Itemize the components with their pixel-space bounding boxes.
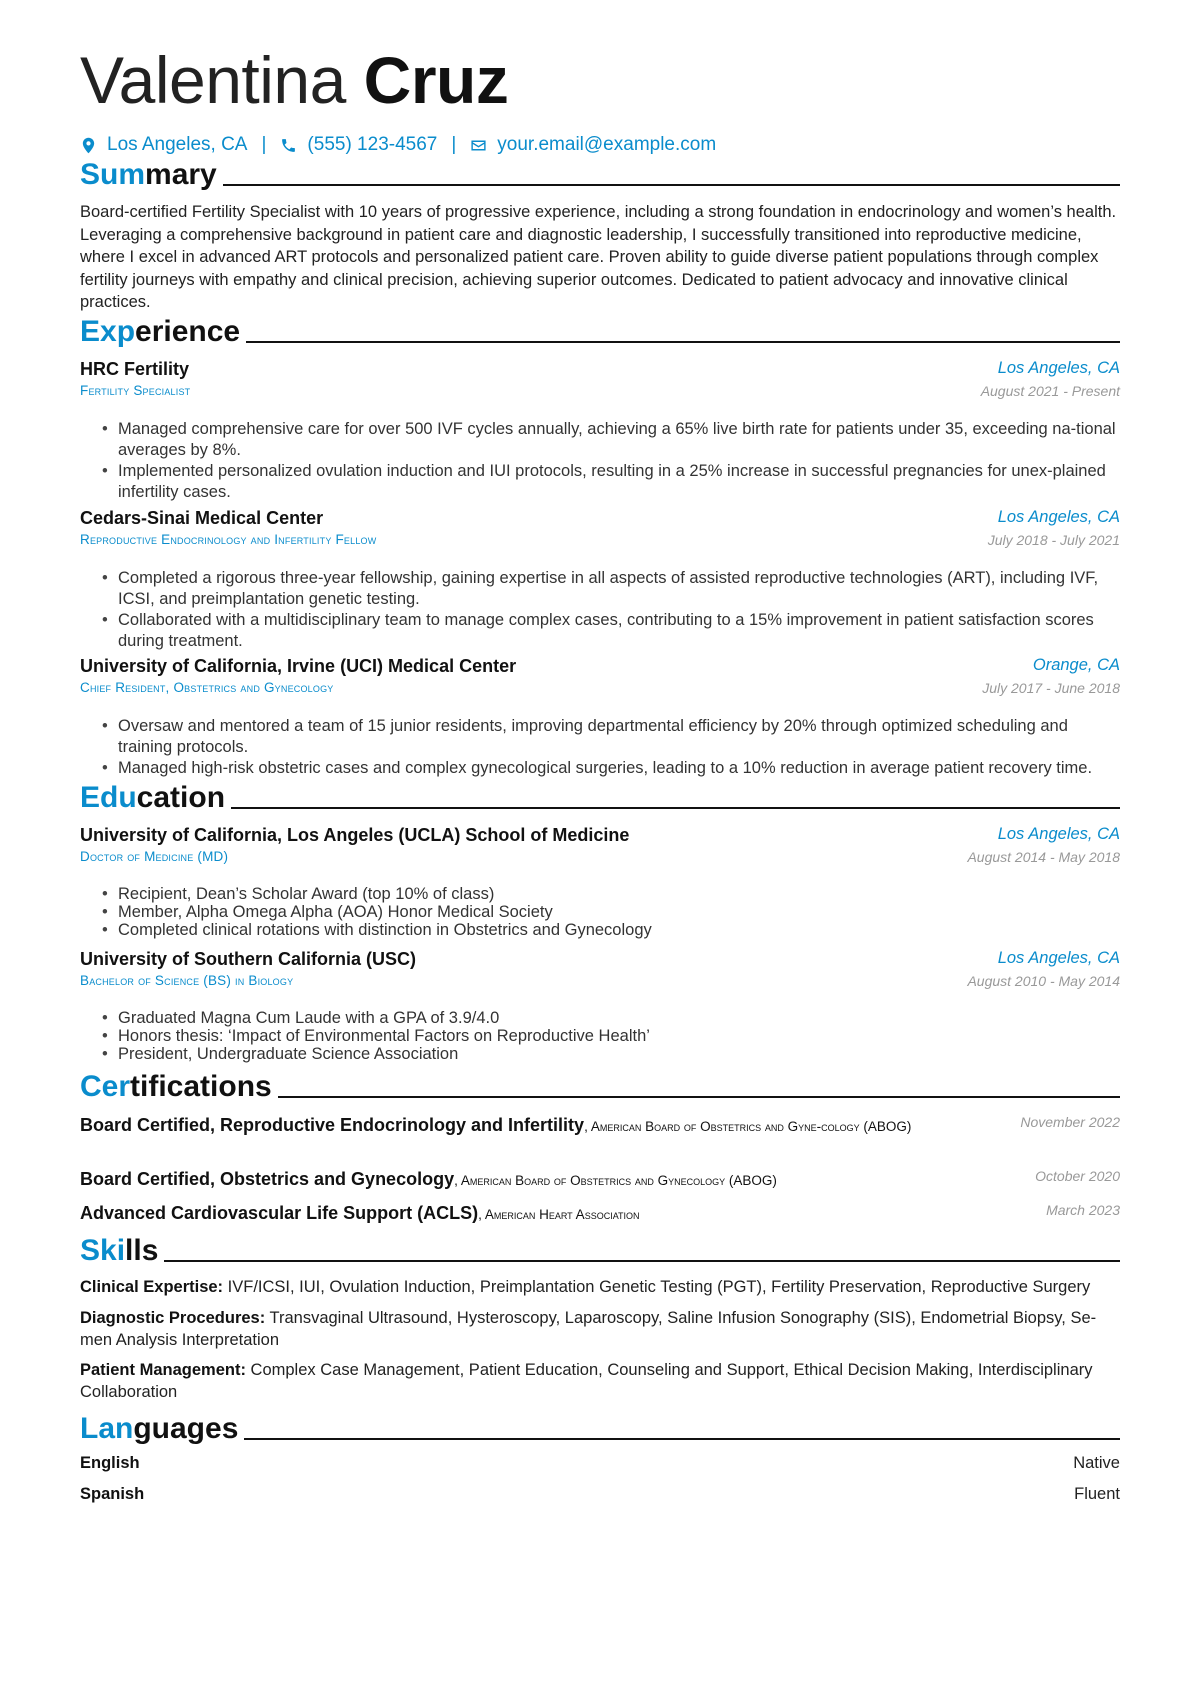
certification-date: March 2023 [1046,1202,1120,1218]
bullet-list [102,419,1120,503]
phone-text[interactable]: (555) 123-4567 [307,134,438,155]
bullet-list [102,568,1120,652]
skill-values: IVF/ICSI, IUI, Ovulation Induction, Preimplantation Genetic Testing (PGT), Fertility Preservation, Reproductive Surgery [223,1278,1091,1296]
envelope-icon [470,137,487,154]
list-item: • Graduated Magna Cum Laude with a GPA of 3.9/4.0 [102,1009,1120,1027]
list-item: • Oversaw and mentored a team of 15 junior residents, improving departmental efficiency by 20% through optimized scheduling and training protocols. [102,716,1120,758]
list-item: • Honors thesis: ‘Impact of Environmental Factors on Reproductive Health’ [102,1027,1120,1045]
list-item: • Completed a rigorous three-year fellowship, gaining expertise in all aspects of assisted reproductive technologies (ART), including IVF, ICSI, and preimplantation genetic testing. [102,568,1120,610]
location-text: Los Angeles, CA [107,134,248,155]
contact-separator: | [261,134,267,155]
school-name: University of Southern California (USC) [80,949,417,969]
phone-icon [280,137,297,154]
job-title: Fertility Specialist [80,383,191,398]
entry-dates: July 2018 - July 2021 [987,532,1120,548]
section-title-experience: Experience [80,314,1120,350]
list-item: • President, Undergraduate Science Association [102,1045,1120,1063]
job-title: Chief Resident, Obstetrics and Gynecology [80,680,334,695]
certification-name: Advanced Cardiovascular Life Support (ACLS) [80,1203,479,1223]
section-rule [278,1096,1120,1098]
section-title-summary: Summary [80,157,1120,193]
contact-line [80,134,716,156]
entry-dates: July 2017 - June 2018 [982,680,1120,696]
language-name: English [80,1454,140,1472]
degree-title: Doctor of Medicine (MD) [80,849,229,864]
entry-dates: August 2014 - May 2018 [967,849,1120,865]
language-level: Fluent [1074,1485,1120,1503]
employer-name: University of California, Irvine (UCI) Medical Center [80,656,517,676]
certification-date: October 2020 [1035,1168,1120,1184]
certification-item [80,1202,1120,1226]
section-title-skills: Skills [80,1233,1120,1269]
section-rule [246,341,1120,343]
certification-name: Board Certified, Obstetrics and Gynecology [80,1169,455,1189]
entry-location: Los Angeles, CA [997,825,1120,843]
school-name: University of California, Los Angeles (UCLA) School of Medicine [80,825,630,845]
certification-item [80,1114,1120,1138]
certification-issuer: , American Board of Obstetrics and Gyne-cology (ABOG) [584,1119,912,1134]
entry-location: Los Angeles, CA [997,508,1120,526]
section-rule [244,1438,1120,1440]
summary-text: Board-certified Fertility Specialist with 10 years of progressive experience, including a strong foundation in endocrinology and women’s health. Leveraging a comprehensive background in patient care and diagnostic leadership, I successfully transitioned into reproductive medicine, where I excel in advanced ART protocols and personalized patient care. Proven ability to guide diverse patient populations through complex fertility journeys with empathy and clinical precision, achieving superior outcomes. Dedicated to patient advocacy and innovative clinical practices. [80,203,1117,311]
job-title: Reproductive Endocrinology and Infertility Fellow [80,532,377,547]
section-rule [164,1260,1120,1262]
list-item: • Collaborated with a multidisciplinary team to manage complex cases, contributing to a 15% improvement in patient satisfaction scores during treatment. [102,610,1120,652]
certification-name: Board Certified, Reproductive Endocrinology and Infertility [80,1115,585,1135]
skill-category: Patient Management: [80,1361,246,1379]
language-level: Native [1073,1454,1120,1472]
skill-line [80,1359,1120,1403]
list-item: • Managed comprehensive care for over 500 IVF cycles annually, achieving a 65% live birth rate for patients under 35, exceeding na-tional averages by 8%. [102,419,1120,461]
section-rule [231,807,1120,809]
contact-separator: | [451,134,457,155]
bullet-list [102,716,1120,779]
employer-name: Cedars-Sinai Medical Center [80,508,324,528]
entry-location: Los Angeles, CA [997,359,1120,377]
entry-location: Los Angeles, CA [997,949,1120,967]
map-pin-icon [80,137,97,154]
section-title-languages: Languages [80,1411,1120,1447]
language-name: Spanish [80,1485,145,1503]
contact-location [80,134,247,156]
contact-phone [280,134,437,156]
skill-category: Clinical Expertise: [80,1278,224,1296]
first-name: Valentina [80,43,346,117]
skill-line [80,1276,1120,1298]
section-rule [223,184,1120,186]
entry-dates: August 2010 - May 2014 [967,973,1120,989]
entry-dates: August 2021 - Present [980,383,1120,399]
last-name: Cruz [363,43,509,117]
employer-name: HRC Fertility [80,359,190,379]
list-item: • Completed clinical rotations with distinction in Obstetrics and Gynecology [102,921,1120,939]
section-title-education: Education [80,780,1120,816]
list-item: • Member, Alpha Omega Alpha (AOA) Honor Medical Society [102,903,1120,921]
certification-issuer: , American Board of Obstetrics and Gynecology (ABOG) [454,1173,777,1188]
entry-location: Orange, CA [1032,656,1120,674]
skill-line [80,1307,1120,1351]
skill-values: Complex Case Management, Patient Education, Counseling and Support, Ethical Decision Making, Interdisciplinary Collaboration [80,1361,1093,1401]
email-link[interactable]: your.email@example.com [497,134,717,155]
bullet-list [102,885,1120,939]
list-item: • Managed high-risk obstetric cases and complex gynecological surgeries, leading to a 10% reduction in average patient recovery time. [102,758,1120,779]
certification-date: November 2022 [1020,1114,1120,1130]
candidate-name [80,40,508,120]
degree-title: Bachelor of Science (BS) in Biology [80,973,294,988]
certification-issuer: , American Heart Association [478,1207,640,1222]
list-item: • Implemented personalized ovulation induction and IUI protocols, resulting in a 25% increase in successful pregnancies for unex-plained infertility cases. [102,461,1120,503]
certification-item [80,1168,1120,1192]
section-title-certifications: Certifications [80,1069,1120,1105]
bullet-list [102,1009,1120,1063]
contact-email [470,134,716,156]
skill-category: Diagnostic Procedures: [80,1309,266,1327]
skill-values: Transvaginal Ultrasound, Hysteroscopy, Laparoscopy, Saline Infusion Sonography (SIS), Endometrial Biopsy, Se-men Analysis Interpretation [80,1309,1097,1349]
list-item: • Recipient, Dean’s Scholar Award (top 10% of class) [102,885,1120,903]
